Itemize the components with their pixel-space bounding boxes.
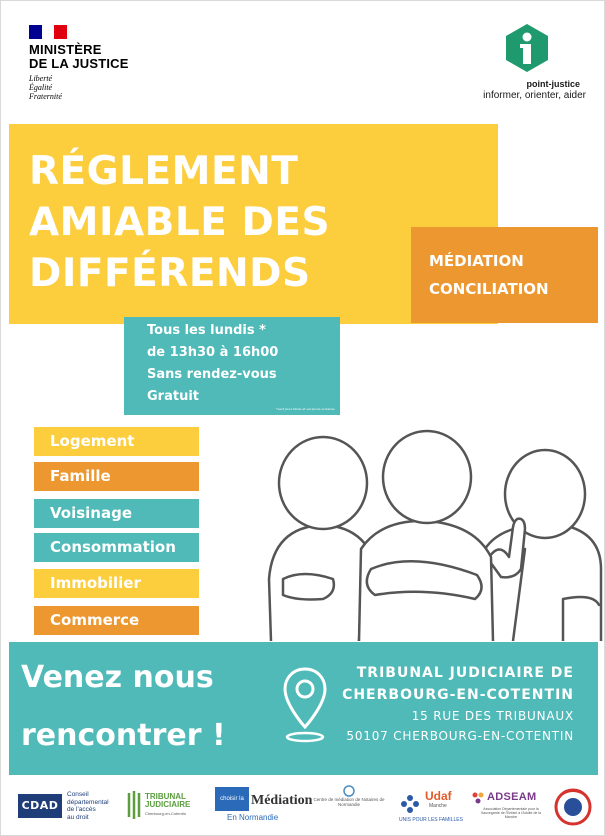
- point-justice-logo: [466, 23, 586, 103]
- partner-logos: [1, 781, 605, 836]
- court-name: TRIBUNAL JUDICIAIRE DE: [356, 665, 574, 681]
- notaires-icon: [342, 785, 356, 797]
- cdad-text: Conseil départemental de l'accès au droit: [67, 791, 109, 821]
- mediation-name: Médiation: [251, 793, 313, 808]
- schedule-line: Tous les lundis *: [147, 323, 266, 338]
- mediation-prefix: choisir la: [215, 787, 249, 811]
- tribunal-logo: [125, 789, 207, 821]
- schedule-info: [147, 320, 278, 408]
- point-justice-icon: [504, 23, 550, 73]
- location-pin-icon: [281, 665, 329, 745]
- address-block: [342, 662, 574, 746]
- udaf-tagline: UNIS POUR LES FAMILLES: [399, 817, 463, 823]
- tribunal-title: TRIBUNAL JUDICIAIRE: [145, 792, 191, 809]
- cta-line: rencontrer !: [21, 718, 226, 753]
- adseam-subtitle: Association Départementale pour la Sauvegarde de l'Enfant à l'Adulte de la Manche: [480, 807, 542, 820]
- adseam-icon: [471, 791, 485, 805]
- tribunal-emblem-icon: [125, 789, 145, 821]
- schedule-footnote: *sauf jours fériés et vacances scolaires: [276, 407, 335, 411]
- topic-item: Consommation: [34, 533, 199, 562]
- ministry-name-line1: MINISTÈRE: [29, 42, 102, 57]
- partner-emblem-icon: [553, 785, 593, 829]
- topic-item: Immobilier: [34, 569, 199, 598]
- udaf-logo: [399, 789, 461, 825]
- notaires-logo: [309, 797, 389, 807]
- adseam-name: ADSEAM: [487, 791, 537, 803]
- point-justice-name: point-justice: [526, 79, 580, 89]
- ministry-name-line2: DE LA JUSTICE: [29, 56, 129, 71]
- street-address: 15 RUE DES TRIBUNAUX: [411, 709, 574, 723]
- mode-mediation: MÉDIATION: [429, 252, 524, 270]
- title-line: RÉGLEMENT: [29, 149, 299, 194]
- page-title: [29, 146, 409, 299]
- mediation-normandie-logo: [215, 785, 313, 825]
- modes-list: [429, 247, 549, 303]
- tribunal-subtitle: Cherbourg-en-Cotentin: [145, 811, 186, 816]
- title-line: DIFFÉRENDS: [29, 251, 311, 296]
- schedule-line: de 13h30 à 16h00: [147, 345, 279, 360]
- ministry-logo: [29, 25, 149, 101]
- udaf-icon: [399, 793, 421, 815]
- point-justice-tagline: informer, orienter, aider: [483, 90, 586, 101]
- topic-item: Commerce: [34, 606, 199, 635]
- call-to-action: [21, 649, 226, 765]
- mediation-region: En Normandie: [227, 813, 279, 822]
- ministry-motto: Liberté Égalité Fraternité: [29, 74, 62, 101]
- mode-conciliation: CONCILIATION: [429, 280, 549, 298]
- title-line: AMIABLE DES: [29, 200, 331, 245]
- city-address: 50107 CHERBOURG-EN-COTENTIN: [346, 729, 574, 743]
- schedule-line: Sans rendez-vous: [147, 367, 277, 382]
- notaires-text: Centre de médiation de Notaires de Normandie: [313, 797, 385, 807]
- french-flag-icon: [29, 25, 67, 39]
- cdad-logo: CDAD: [18, 794, 62, 818]
- topic-item: Voisinage: [34, 499, 199, 528]
- adseam-logo: [469, 789, 545, 827]
- topic-item: Famille: [34, 462, 199, 491]
- people-illustration: [263, 429, 603, 641]
- udaf-name: Udaf: [425, 789, 452, 803]
- cta-line: Venez nous: [21, 660, 214, 695]
- topic-item: Logement: [34, 427, 199, 456]
- udaf-sub: Manche: [429, 803, 447, 809]
- schedule-line: Gratuit: [147, 389, 199, 404]
- court-name: CHERBOURG-EN-COTENTIN: [342, 687, 574, 703]
